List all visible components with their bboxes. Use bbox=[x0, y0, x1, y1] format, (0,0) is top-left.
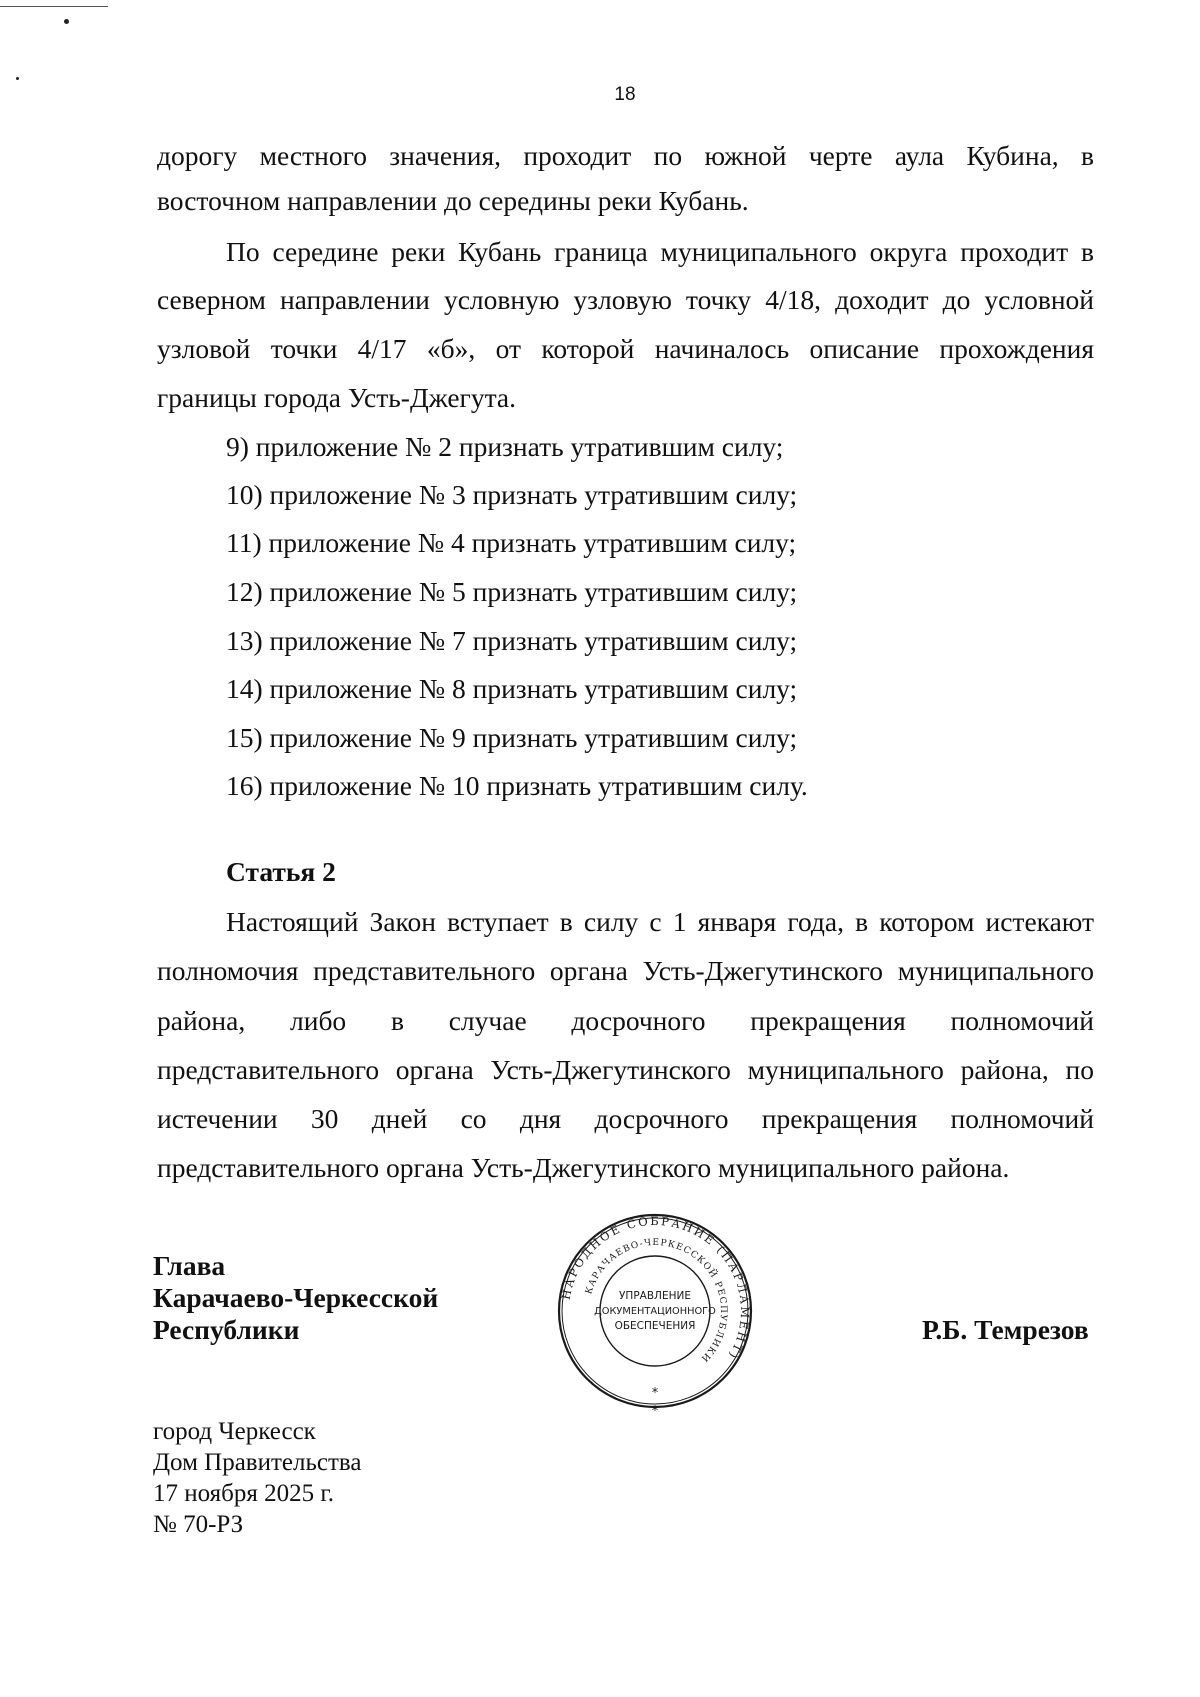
scan-edge-line bbox=[0, 6, 108, 7]
article-line: истечении 30 дней со дня досрочного прекращения полномочий bbox=[157, 1103, 1094, 1134]
article-line: представительного органа Усть-Джегутинского муниципального района. bbox=[157, 1152, 1010, 1183]
seal-star-icon: * bbox=[651, 1386, 659, 1401]
footer-place: Дом Правительства bbox=[153, 1449, 362, 1476]
list-item: 14) приложение № 8 признать утратившим силу; bbox=[226, 673, 798, 704]
footer-number: № 70-РЗ bbox=[153, 1511, 244, 1538]
list-item: 16) приложение № 10 признать утратившим силу. bbox=[226, 770, 808, 801]
signatory-title bbox=[153, 1250, 438, 1346]
body-line: границы города Усть-Джегута. bbox=[157, 382, 517, 413]
scan-speck bbox=[64, 19, 69, 24]
article-line: Настоящий Закон вступает в силу с 1 января года, в котором истекают bbox=[226, 906, 1094, 937]
body-line: восточном направлении до середины реки Кубань. bbox=[157, 185, 749, 216]
footer-date: 17 ноября 2025 г. bbox=[153, 1480, 335, 1507]
article-line: района, либо в случае досрочного прекращения полномочий bbox=[157, 1005, 1094, 1036]
signatory-name: Р.Б. Темрезов bbox=[922, 1314, 1089, 1345]
article-line: полномочия представительного органа Усть-Джегутинского муниципального bbox=[157, 955, 1094, 986]
seal-center-line: ОБЕСПЕЧЕНИЯ bbox=[614, 1320, 696, 1332]
seal-star-icon: * bbox=[651, 1404, 659, 1419]
seal-middle-text: КАРАЧАЕВО-ЧЕРКЕССКОЙ РЕСПУБЛИКИ bbox=[584, 1237, 729, 1364]
scan-speck bbox=[16, 77, 19, 80]
article-line: представительного органа Усть-Джегутинского муниципального района, по bbox=[157, 1054, 1094, 1085]
list-item: 15) приложение № 9 признать утратившим силу; bbox=[226, 722, 798, 753]
document-footer bbox=[153, 1416, 361, 1540]
seal-outer-text: НАРОДНОЕ СОБРАНИЕ (ПАРЛАМЕНТ) bbox=[558, 1213, 753, 1363]
body-line: По середине реки Кубань граница муниципального округа проходит в bbox=[226, 236, 1094, 267]
list-item: 10) приложение № 3 признать утратившим силу; bbox=[226, 479, 798, 510]
body-line: узловой точки 4/17 «б», от которой начиналось описание прохождения bbox=[157, 333, 1094, 364]
body-line: дорогу местного значения, проходит по южной черте аула Кубина, в bbox=[157, 140, 1094, 171]
list-item: 11) приложение № 4 признать утратившим силу; bbox=[226, 527, 797, 558]
signatory-title-line: Карачаево-Черкесской bbox=[153, 1282, 439, 1313]
seal-center-line: ДОКУМЕНТАЦИОННОГО bbox=[594, 1306, 716, 1317]
signatory-title-line: Глава bbox=[153, 1250, 226, 1281]
list-item: 9) приложение № 2 признать утратившим силу; bbox=[226, 431, 784, 462]
seal-center-line: УПРАВЛЕНИЕ bbox=[619, 1290, 691, 1302]
page-number: 18 bbox=[614, 84, 636, 105]
article-heading: Статья 2 bbox=[226, 856, 336, 887]
signatory-title-line: Республики bbox=[153, 1314, 300, 1345]
list-item: 13) приложение № 7 признать утратившим силу; bbox=[226, 625, 798, 656]
official-seal bbox=[556, 1195, 754, 1427]
body-line: северном направлении условную узловую точку 4/18, доходит до условной bbox=[157, 284, 1094, 315]
footer-city: город Черкесск bbox=[153, 1418, 316, 1445]
list-item: 12) приложение № 5 признать утратившим силу; bbox=[226, 576, 798, 607]
